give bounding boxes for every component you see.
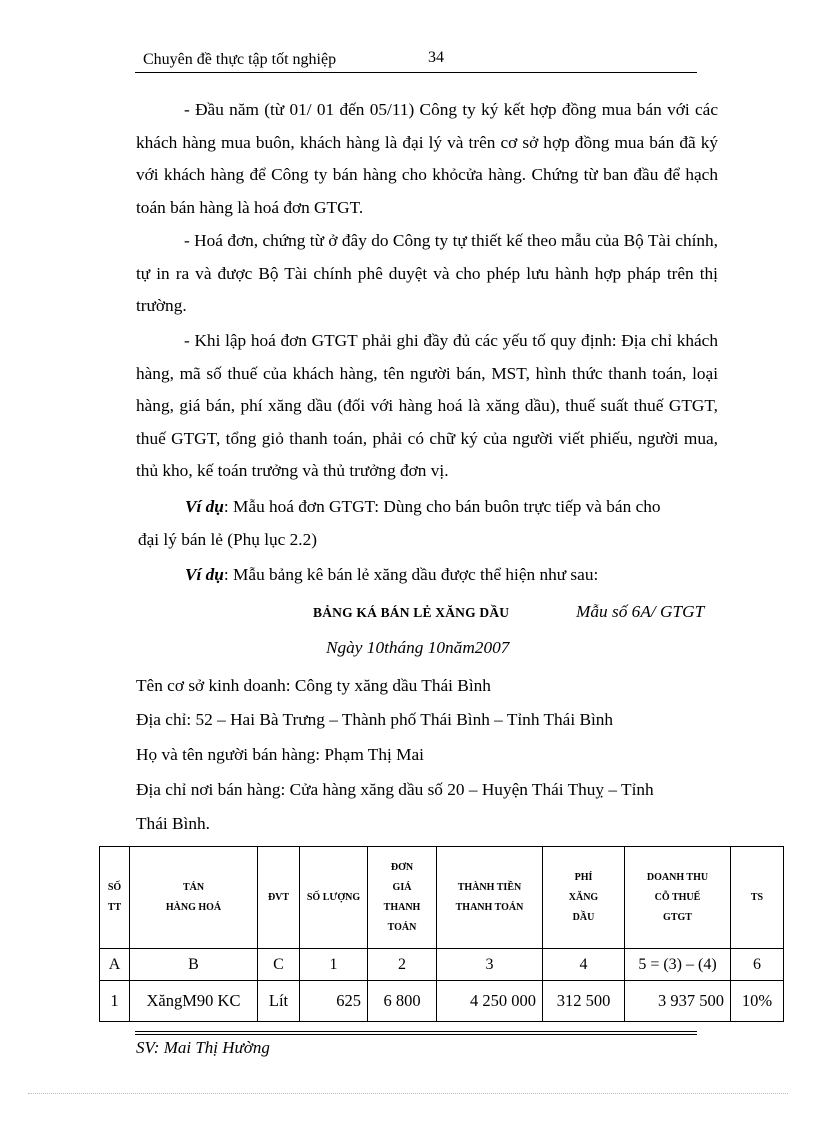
- header-cell: ĐƠN GIÁ THANH TOÁN: [368, 847, 437, 949]
- table-cell: A: [100, 949, 130, 981]
- table-cell: B: [130, 949, 258, 981]
- paragraph-invoice-design: - Hoá đơn, chứng từ ở đây do Công ty tự thiết kế theo mẫu của Bộ Tài chính, tự in ra và được Bộ Tài chính phê duyệt và cho phép lưu hành hợp pháp trên thị trường.: [136, 231, 718, 316]
- example-table-line: [185, 565, 598, 585]
- paragraph-invoice-requirements: - Khi lập hoá đơn GTGT phải ghi đầy đủ các yếu tố quy định: Địa chỉ khách hàng, mã số thuế của khách hàng, tên người bán, MST, hình thức thanh toán, loại hàng, giá bán, phí xăng dầu (đối với hàng hoá là xăng dầu), thuế suất thuế GTGT, thuế GTGT, tổng giỏ thanh toán, phải có chữ ký của người viết phiếu, người mua, thủ kho, kế toán trưởng và thủ trưởng đơn vị.: [136, 331, 718, 481]
- sales-table: [99, 846, 784, 1022]
- form-title: BẢNG KÁ BÁN LẺ XĂNG DẦU: [313, 605, 510, 620]
- table-cell: 4 250 000: [437, 981, 543, 1022]
- table-index-row: [100, 949, 784, 981]
- business-address: Địa chỉ: 52 – Hai Bà Trưng – Thành phố Thái Bình – Tỉnh Thái Bình: [136, 710, 614, 729]
- header-cell: ĐVT: [258, 847, 300, 949]
- table-cell: 6: [731, 949, 784, 981]
- example-table-text: : Mẫu bảng kê bán lẻ xăng dầu được thể hiện như sau:: [223, 565, 599, 584]
- header-cell: SỐ LƯỢNG: [300, 847, 368, 949]
- business-name: Tên cơ sở kinh doanh: Công ty xăng dầu Thái Bình: [136, 676, 491, 695]
- table-cell: C: [258, 949, 300, 981]
- table-cell: 3 937 500: [625, 981, 731, 1022]
- table-cell: Lít: [258, 981, 300, 1022]
- example-label: Ví dụ: [185, 565, 224, 584]
- table-cell: 10%: [731, 981, 784, 1022]
- form-date: Ngày 10tháng 10năm2007: [326, 638, 510, 657]
- table-cell: 312 500: [543, 981, 625, 1022]
- page-number: 34: [428, 49, 444, 66]
- page-bottom-rule: [28, 1093, 788, 1094]
- store-address-cont: Thái Bình.: [136, 814, 210, 833]
- table-cell: 1: [100, 981, 130, 1022]
- footer-divider: [135, 1031, 697, 1032]
- header-cell: TÁN HÀNG HOÁ: [130, 847, 258, 949]
- page-header: [135, 48, 697, 73]
- example-invoice-line: [185, 497, 661, 517]
- table-cell: 5 = (3) – (4): [625, 949, 731, 981]
- table-header-row: [100, 847, 784, 949]
- table-row: [100, 981, 784, 1022]
- header-cell: THÀNH TIỀN THANH TOÁN: [437, 847, 543, 949]
- footer-divider: [135, 1034, 697, 1035]
- example-label: Ví dụ: [185, 497, 224, 516]
- table-cell: 4: [543, 949, 625, 981]
- table-cell: 3: [437, 949, 543, 981]
- header-cell: TS: [731, 847, 784, 949]
- header-cell: DOANH THU CỖ THUẾ GTGT: [625, 847, 731, 949]
- store-address: Địa chỉ nơi bán hàng: Cửa hàng xăng dầu số 20 – Huyện Thái Thuỵ – Tỉnh: [136, 780, 654, 799]
- student-name: SV: Mai Thị Hường: [136, 1038, 270, 1057]
- document-title: Chuyên đề thực tập tốt nghiệp: [143, 51, 337, 68]
- seller-name: Họ và tên người bán hàng: Phạm Thị Mai: [136, 745, 424, 764]
- form-number: Mẫu số 6A/ GTGT: [576, 602, 705, 621]
- table-cell: XăngM90 KC: [130, 981, 258, 1022]
- example-invoice-line-2: đại lý bán lẻ (Phụ lục 2.2): [138, 530, 318, 549]
- header-cell: PHÍ XĂNG DẦU: [543, 847, 625, 949]
- example-invoice-text: : Mẫu hoá đơn GTGT: Dùng cho bán buôn trực tiếp và bán cho: [223, 497, 661, 516]
- table-cell: 6 800: [368, 981, 437, 1022]
- table-cell: 625: [300, 981, 368, 1022]
- paragraph-contract: - Đầu năm (từ 01/ 01 đến 05/11) Công ty ký kết hợp đồng mua bán với các khách hàng mua buôn, khách hàng là đại lý và trên cơ sở hợp đồng mua bán đã ký với khách hàng để Công ty bán hàng cho khỏcửa hàng. Chứng từ ban đầu để hạch toán bán hàng là hoá đơn GTGT.: [136, 100, 718, 217]
- table-cell: 2: [368, 949, 437, 981]
- table-cell: 1: [300, 949, 368, 981]
- header-cell: SỐ TT: [100, 847, 130, 949]
